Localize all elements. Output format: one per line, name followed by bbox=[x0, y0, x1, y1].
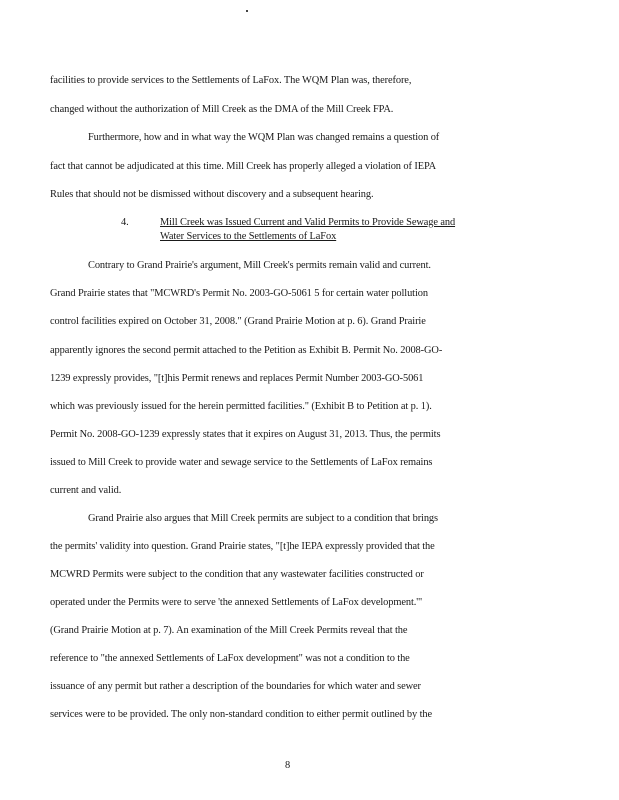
body-line: apparently ignores the second permit attached to the Petition as Exhibit B. Permit No. 2008-GO- bbox=[50, 345, 443, 356]
body-line: 1239 expressly provides, "[t]his Permit renews and replaces Permit Number 2003-GO-5061 bbox=[50, 373, 424, 384]
body-line: services were to be provided. The only non-standard condition to either permit outlined by the bbox=[50, 709, 432, 720]
page-number: 8 bbox=[285, 760, 291, 771]
body-line: changed without the authorization of Mill Creek as the DMA of the Mill Creek FPA. bbox=[50, 104, 394, 115]
body-line: (Grand Prairie Motion at p. 7). An examination of the Mill Creek Permits reveal that the bbox=[50, 625, 408, 636]
body-line: Rules that should not be dismissed without discovery and a subsequent hearing. bbox=[50, 189, 374, 200]
body-line: MCWRD Permits were subject to the condition that any wastewater facilities constructed or bbox=[50, 569, 424, 580]
body-line: facilities to provide services to the Settlements of LaFox. The WQM Plan was, therefore, bbox=[50, 75, 412, 86]
body-line: fact that cannot be adjudicated at this time. Mill Creek has properly alleged a violation of IEPA bbox=[50, 161, 437, 172]
body-line: Furthermore, how and in what way the WQM Plan was changed remains a question of bbox=[88, 132, 440, 143]
body-line: operated under the Permits were to serve 'the annexed Settlements of LaFox development.'" bbox=[50, 597, 423, 608]
body-line: Contrary to Grand Prairie's argument, Mill Creek's permits remain valid and current. bbox=[88, 260, 431, 271]
heading-line: Mill Creek was Issued Current and Valid Permits to Provide Sewage and bbox=[160, 217, 456, 228]
body-line: issued to Mill Creek to provide water and sewage service to the Settlements of LaFox remains bbox=[50, 457, 433, 468]
heading-number: 4. bbox=[121, 217, 129, 228]
scan-speck bbox=[246, 10, 248, 12]
body-line: control facilities expired on October 31, 2008." (Grand Prairie Motion at p. 6). Grand Prairie bbox=[50, 316, 426, 327]
body-line: Grand Prairie also argues that Mill Creek permits are subject to a condition that brings bbox=[88, 513, 438, 524]
body-line: current and valid. bbox=[50, 485, 122, 496]
body-line: which was previously issued for the herein permitted facilities." (Exhibit B to Petition at p. 1). bbox=[50, 401, 432, 412]
body-line: the permits' validity into question. Grand Prairie states, "[t]he IEPA expressly provided that the bbox=[50, 541, 435, 552]
body-line: reference to "the annexed Settlements of LaFox development" was not a condition to the bbox=[50, 653, 410, 664]
body-line: Grand Prairie states that "MCWRD's Permit No. 2003-GO-5061 5 for certain water pollution bbox=[50, 288, 428, 299]
body-line: issuance of any permit but rather a description of the boundaries for which water and sewer bbox=[50, 681, 421, 692]
heading-line: Water Services to the Settlements of LaFox bbox=[160, 231, 337, 242]
body-line: Permit No. 2008-GO-1239 expressly states that it expires on August 31, 2013. Thus, the permits bbox=[50, 429, 441, 440]
